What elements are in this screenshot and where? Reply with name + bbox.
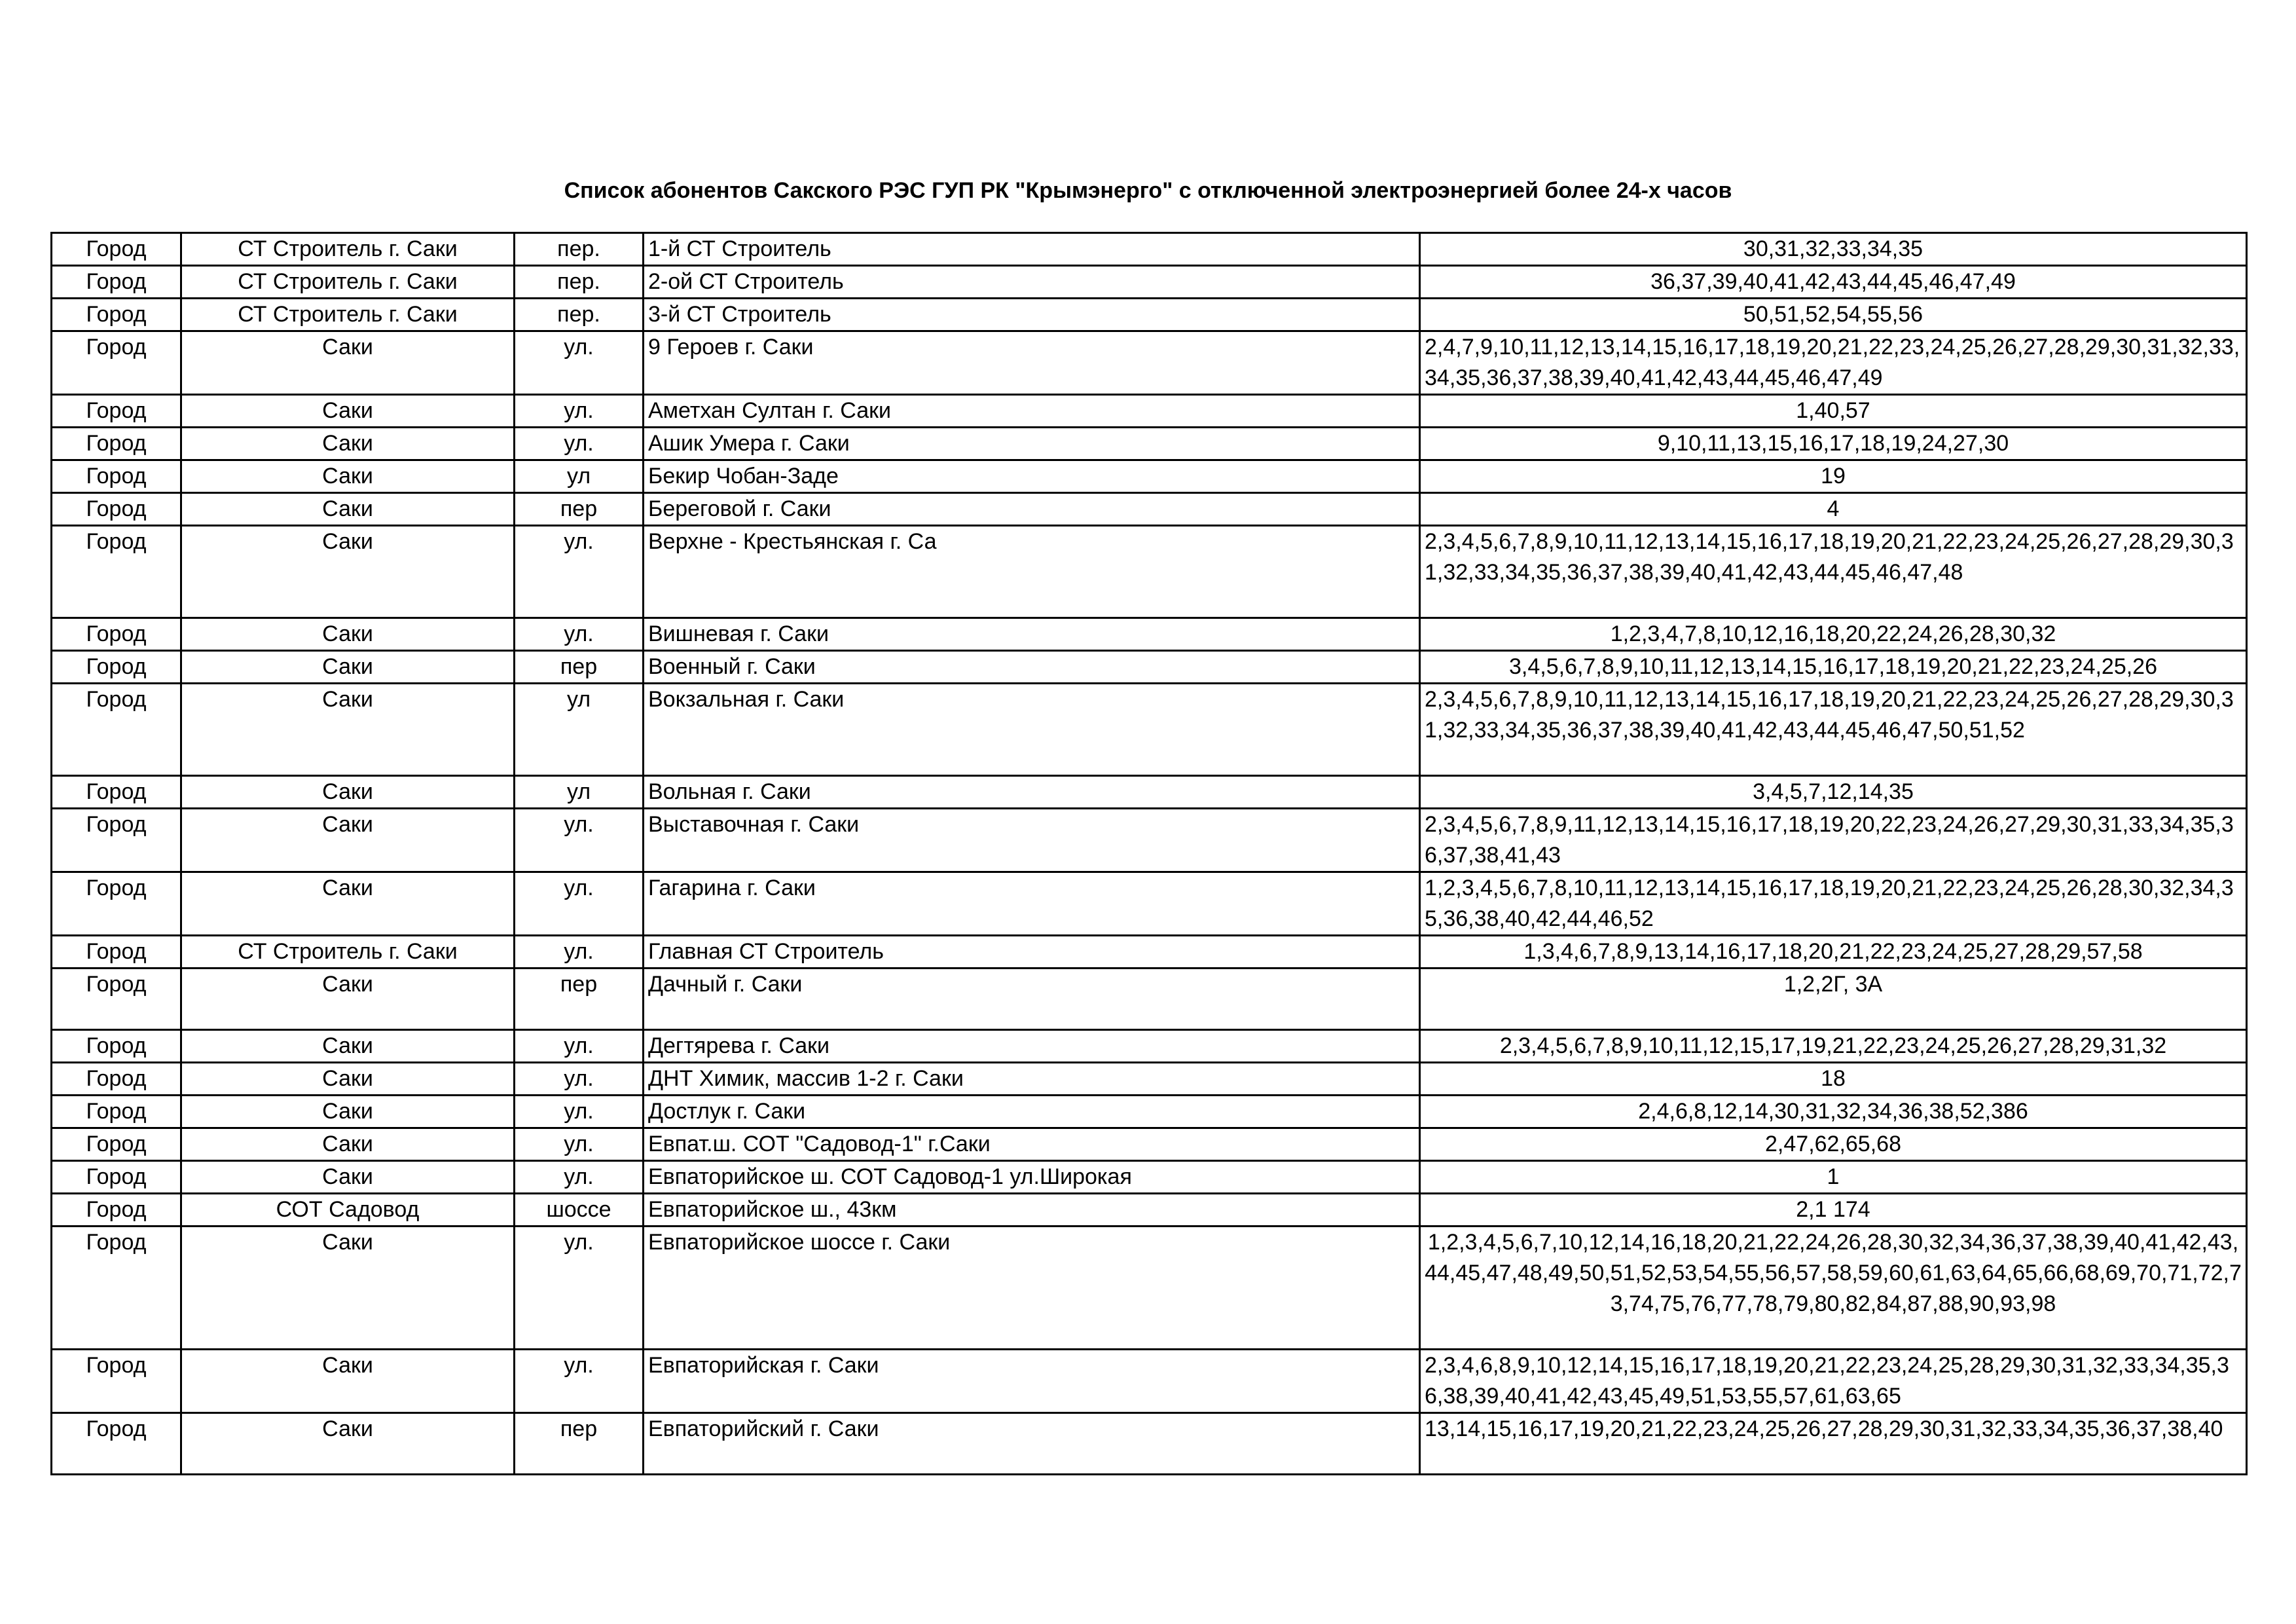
- table-row: [52, 233, 2247, 266]
- table-row: [52, 493, 2247, 526]
- street-name-cell: Вокзальная г. Саки: [644, 684, 1420, 776]
- settlement-type-cell: Город: [52, 1413, 181, 1475]
- settlement-type-cell: Город: [52, 460, 181, 493]
- locality-cell: Саки: [181, 1030, 515, 1063]
- page-title: Список абонентов Сакского РЭС ГУП РК "Крымэнерго" с отключенной электроэнергией более 24-х часов: [564, 178, 1732, 203]
- table-row: [52, 299, 2247, 331]
- house-numbers-cell: 1,3,4,6,7,8,9,13,14,16,17,18,20,21,22,23,24,25,27,28,29,57,58: [1420, 936, 2247, 969]
- street-name-cell: Аметхан Султан г. Саки: [644, 395, 1420, 428]
- street-name-cell: Вишневая г. Саки: [644, 618, 1420, 651]
- locality-cell: Саки: [181, 1063, 515, 1096]
- house-numbers-cell: 18: [1420, 1063, 2247, 1096]
- house-numbers-cell: 2,3,4,5,6,7,8,9,10,11,12,15,17,19,21,22,23,24,25,26,27,28,29,31,32: [1420, 1030, 2247, 1063]
- table-row: [52, 331, 2247, 395]
- settlement-type-cell: Город: [52, 936, 181, 969]
- table-row: [52, 618, 2247, 651]
- locality-cell: Саки: [181, 460, 515, 493]
- locality-cell: Саки: [181, 1350, 515, 1413]
- settlement-type-cell: Город: [52, 969, 181, 1030]
- street-name-cell: Евпат.ш. СОТ "Садовод-1" г.Саки: [644, 1128, 1420, 1161]
- street-kind-cell: ул.: [515, 395, 644, 428]
- house-numbers-cell: 50,51,52,54,55,56: [1420, 299, 2247, 331]
- locality-cell: Саки: [181, 618, 515, 651]
- table-row: [52, 651, 2247, 684]
- table-row: [52, 936, 2247, 969]
- street-name-cell: Военный г. Саки: [644, 651, 1420, 684]
- settlement-type-cell: Город: [52, 1227, 181, 1350]
- house-numbers-cell: 1,2,3,4,7,8,10,12,16,18,20,22,24,26,28,30,32: [1420, 618, 2247, 651]
- house-numbers-cell: 2,3,4,5,6,7,8,9,10,11,12,13,14,15,16,17,18,19,20,21,22,23,24,25,26,27,28,29,30,31,32,33,34,35,36,37,38,39,40,41,42,43,44,45,46,47,50,51,52: [1420, 684, 2247, 776]
- locality-cell: Саки: [181, 1161, 515, 1194]
- settlement-type-cell: Город: [52, 809, 181, 872]
- street-name-cell: ДНТ Химик, массив 1-2 г. Саки: [644, 1063, 1420, 1096]
- street-kind-cell: ул: [515, 776, 644, 809]
- house-numbers-cell: 1: [1420, 1161, 2247, 1194]
- street-kind-cell: ул.: [515, 428, 644, 460]
- table-row: [52, 460, 2247, 493]
- street-kind-cell: пер: [515, 651, 644, 684]
- settlement-type-cell: Город: [52, 526, 181, 618]
- settlement-type-cell: Город: [52, 1194, 181, 1227]
- street-name-cell: Дачный г. Саки: [644, 969, 1420, 1030]
- street-name-cell: Бекир Чобан-Заде: [644, 460, 1420, 493]
- locality-cell: Саки: [181, 1413, 515, 1475]
- table-row: [52, 428, 2247, 460]
- locality-cell: Саки: [181, 395, 515, 428]
- street-kind-cell: пер.: [515, 266, 644, 299]
- table-row: [52, 1350, 2247, 1413]
- table-row: [52, 1030, 2247, 1063]
- house-numbers-cell: 1,2,2Г, 3А: [1420, 969, 2247, 1030]
- street-kind-cell: ул.: [515, 936, 644, 969]
- settlement-type-cell: Город: [52, 618, 181, 651]
- house-numbers-cell: 4: [1420, 493, 2247, 526]
- house-numbers-cell: 2,3,4,6,8,9,10,12,14,15,16,17,18,19,20,21,22,23,24,25,28,29,30,31,32,33,34,35,36,38,39,40,41,42,43,45,49,51,53,55,57,61,63,65: [1420, 1350, 2247, 1413]
- locality-cell: Саки: [181, 1096, 515, 1128]
- locality-cell: Саки: [181, 872, 515, 936]
- table-row: [52, 1227, 2247, 1350]
- locality-cell: СТ Строитель г. Саки: [181, 266, 515, 299]
- locality-cell: Саки: [181, 651, 515, 684]
- table-row: [52, 776, 2247, 809]
- street-kind-cell: ул.: [515, 1350, 644, 1413]
- house-numbers-cell: 2,4,6,8,12,14,30,31,32,34,36,38,52,386: [1420, 1096, 2247, 1128]
- settlement-type-cell: Город: [52, 331, 181, 395]
- street-kind-cell: пер: [515, 969, 644, 1030]
- street-kind-cell: ул: [515, 684, 644, 776]
- house-numbers-cell: 3,4,5,6,7,8,9,10,11,12,13,14,15,16,17,18,19,20,21,22,23,24,25,26: [1420, 651, 2247, 684]
- street-name-cell: 2-ой СТ Строитель: [644, 266, 1420, 299]
- locality-cell: Саки: [181, 969, 515, 1030]
- table-row: [52, 684, 2247, 776]
- house-numbers-cell: 2,1 174: [1420, 1194, 2247, 1227]
- locality-cell: СТ Строитель г. Саки: [181, 299, 515, 331]
- street-kind-cell: ул.: [515, 872, 644, 936]
- street-name-cell: 3-й СТ Строитель: [644, 299, 1420, 331]
- street-kind-cell: ул: [515, 460, 644, 493]
- street-kind-cell: ул.: [515, 618, 644, 651]
- street-kind-cell: ул.: [515, 1096, 644, 1128]
- table-row: [52, 809, 2247, 872]
- street-name-cell: Вольная г. Саки: [644, 776, 1420, 809]
- street-name-cell: Главная СТ Строитель: [644, 936, 1420, 969]
- street-name-cell: Береговой г. Саки: [644, 493, 1420, 526]
- locality-cell: СТ Строитель г. Саки: [181, 233, 515, 266]
- locality-cell: Саки: [181, 493, 515, 526]
- street-kind-cell: ул.: [515, 526, 644, 618]
- house-numbers-cell: 2,47,62,65,68: [1420, 1128, 2247, 1161]
- street-name-cell: Достлук г. Саки: [644, 1096, 1420, 1128]
- street-name-cell: Евпаторийское ш. СОТ Садовод-1 ул.Широкая: [644, 1161, 1420, 1194]
- settlement-type-cell: Город: [52, 776, 181, 809]
- table-row: [52, 1194, 2247, 1227]
- street-name-cell: Евпаторийский г. Саки: [644, 1413, 1420, 1475]
- locality-cell: Саки: [181, 331, 515, 395]
- settlement-type-cell: Город: [52, 1350, 181, 1413]
- settlement-type-cell: Город: [52, 1161, 181, 1194]
- street-name-cell: Выставочная г. Саки: [644, 809, 1420, 872]
- settlement-type-cell: Город: [52, 428, 181, 460]
- street-name-cell: 1-й СТ Строитель: [644, 233, 1420, 266]
- street-name-cell: Евпаторийская г. Саки: [644, 1350, 1420, 1413]
- street-kind-cell: ул.: [515, 1227, 644, 1350]
- settlement-type-cell: Город: [52, 233, 181, 266]
- settlement-type-cell: Город: [52, 299, 181, 331]
- house-numbers-cell: 13,14,15,16,17,19,20,21,22,23,24,25,26,27,28,29,30,31,32,33,34,35,36,37,38,40: [1420, 1413, 2247, 1475]
- street-name-cell: 9 Героев г. Саки: [644, 331, 1420, 395]
- house-numbers-cell: 19: [1420, 460, 2247, 493]
- outage-table: [50, 232, 2248, 1475]
- house-numbers-cell: 1,2,3,4,5,6,7,10,12,14,16,18,20,21,22,24,26,28,30,32,34,36,37,38,39,40,41,42,43,44,45,47,48,49,50,51,52,53,54,55,56,57,58,59,60,61,63,64,65,66,68,69,70,71,72,73,74,75,76,77,78,79,80,82,84,87,88,90,93,98: [1420, 1227, 2247, 1350]
- street-name-cell: Евпаторийское ш., 43км: [644, 1194, 1420, 1227]
- locality-cell: Саки: [181, 1128, 515, 1161]
- locality-cell: Саки: [181, 526, 515, 618]
- street-name-cell: Гагарина г. Саки: [644, 872, 1420, 936]
- locality-cell: Саки: [181, 1227, 515, 1350]
- street-kind-cell: пер: [515, 1413, 644, 1475]
- house-numbers-cell: 1,2,3,4,5,6,7,8,10,11,12,13,14,15,16,17,18,19,20,21,22,23,24,25,26,28,30,32,34,35,36,38,40,42,44,46,52: [1420, 872, 2247, 936]
- settlement-type-cell: Город: [52, 684, 181, 776]
- settlement-type-cell: Город: [52, 872, 181, 936]
- street-name-cell: Дегтярева г. Саки: [644, 1030, 1420, 1063]
- house-numbers-cell: 2,3,4,5,6,7,8,9,11,12,13,14,15,16,17,18,19,20,22,23,24,26,27,29,30,31,33,34,35,36,37,38,41,43: [1420, 809, 2247, 872]
- street-kind-cell: ул.: [515, 1128, 644, 1161]
- table-row: [52, 1096, 2247, 1128]
- settlement-type-cell: Город: [52, 395, 181, 428]
- settlement-type-cell: Город: [52, 651, 181, 684]
- table-row: [52, 1161, 2247, 1194]
- house-numbers-cell: 1,40,57: [1420, 395, 2247, 428]
- table-row: [52, 1128, 2247, 1161]
- street-kind-cell: ул.: [515, 1030, 644, 1063]
- street-name-cell: Ашик Умера г. Саки: [644, 428, 1420, 460]
- house-numbers-cell: 3,4,5,7,12,14,35: [1420, 776, 2247, 809]
- settlement-type-cell: Город: [52, 266, 181, 299]
- locality-cell: СТ Строитель г. Саки: [181, 936, 515, 969]
- locality-cell: Саки: [181, 809, 515, 872]
- street-kind-cell: пер: [515, 493, 644, 526]
- street-name-cell: Верхне - Крестьянская г. Са: [644, 526, 1420, 618]
- table-row: [52, 1413, 2247, 1475]
- street-name-cell: Евпаторийское шоссе г. Саки: [644, 1227, 1420, 1350]
- street-kind-cell: ул.: [515, 1161, 644, 1194]
- table-row: [52, 969, 2247, 1030]
- house-numbers-cell: 2,3,4,5,6,7,8,9,10,11,12,13,14,15,16,17,18,19,20,21,22,23,24,25,26,27,28,29,30,31,32,33,34,35,36,37,38,39,40,41,42,43,44,45,46,47,48: [1420, 526, 2247, 618]
- street-kind-cell: шоссе: [515, 1194, 644, 1227]
- locality-cell: СОТ Садовод: [181, 1194, 515, 1227]
- settlement-type-cell: Город: [52, 1128, 181, 1161]
- street-kind-cell: ул.: [515, 809, 644, 872]
- settlement-type-cell: Город: [52, 1096, 181, 1128]
- street-kind-cell: ул.: [515, 1063, 644, 1096]
- locality-cell: Саки: [181, 428, 515, 460]
- table-row: [52, 395, 2247, 428]
- table-row: [52, 266, 2247, 299]
- house-numbers-cell: 2,4,7,9,10,11,12,13,14,15,16,17,18,19,20,21,22,23,24,25,26,27,28,29,30,31,32,33,34,35,36,37,38,39,40,41,42,43,44,45,46,47,49: [1420, 331, 2247, 395]
- house-numbers-cell: 30,31,32,33,34,35: [1420, 233, 2247, 266]
- table-row: [52, 872, 2247, 936]
- settlement-type-cell: Город: [52, 493, 181, 526]
- settlement-type-cell: Город: [52, 1030, 181, 1063]
- locality-cell: Саки: [181, 776, 515, 809]
- street-kind-cell: ул.: [515, 331, 644, 395]
- house-numbers-cell: 36,37,39,40,41,42,43,44,45,46,47,49: [1420, 266, 2247, 299]
- street-kind-cell: пер.: [515, 233, 644, 266]
- table-row: [52, 526, 2247, 618]
- locality-cell: Саки: [181, 684, 515, 776]
- settlement-type-cell: Город: [52, 1063, 181, 1096]
- house-numbers-cell: 9,10,11,13,15,16,17,18,19,24,27,30: [1420, 428, 2247, 460]
- table-row: [52, 1063, 2247, 1096]
- street-kind-cell: пер.: [515, 299, 644, 331]
